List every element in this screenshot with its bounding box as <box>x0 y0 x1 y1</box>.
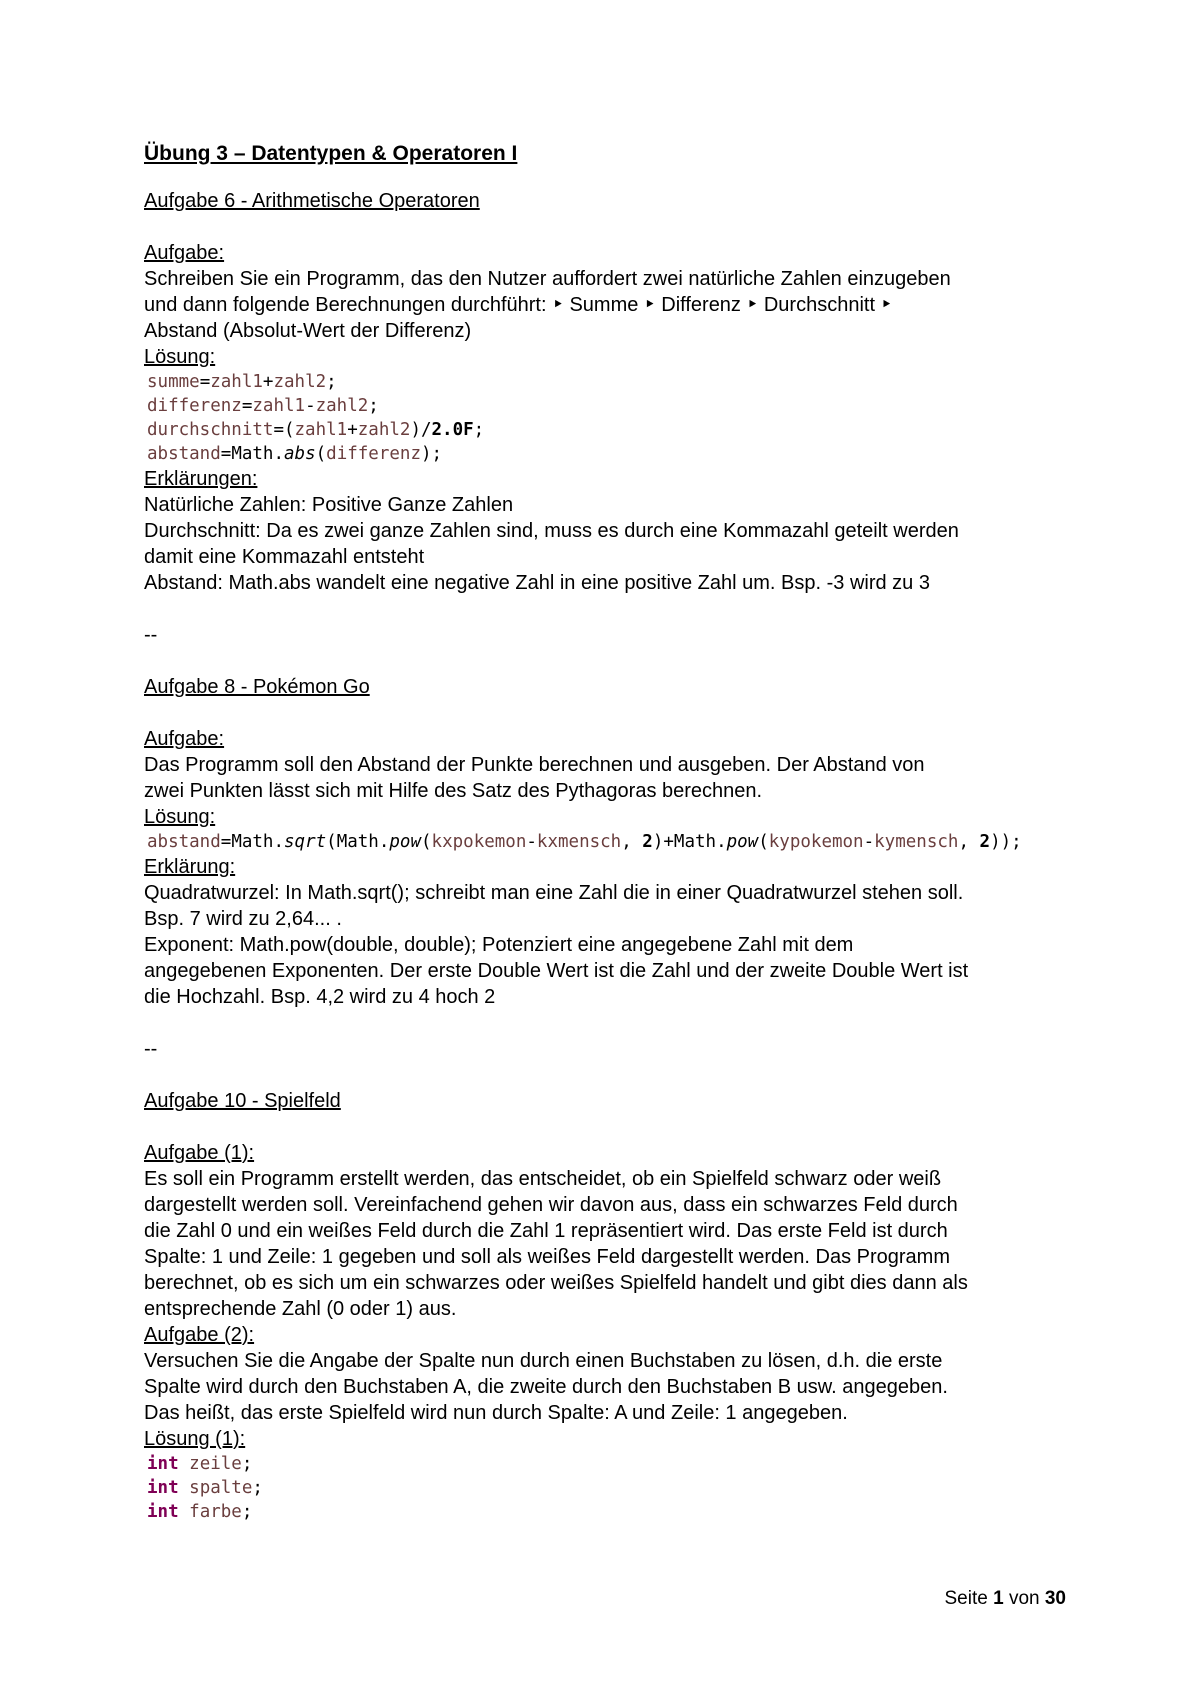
task-text-line: Spalte wird durch den Buchstaben A, die zweite durch den Buchstaben B usw. angegeben. <box>144 1376 948 1398</box>
section-heading-aufgabe-8: Aufgabe 8 - Pokémon Go <box>144 676 370 698</box>
current-page-number: 1 <box>993 1588 1004 1609</box>
explanation-line: damit eine Kommazahl entsteht <box>144 546 425 568</box>
task-text-line: Das heißt, das erste Spielfeld wird nun durch Spalte: A und Zeile: 1 angegeben. <box>144 1402 848 1424</box>
task-text-line: entsprechende Zahl (0 oder 1) aus. <box>144 1298 457 1320</box>
task-text-line: Abstand (Absolut-Wert der Differenz) <box>144 320 472 342</box>
explanation-line: Exponent: Math.pow(double, double); Potenziert eine angegebene Zahl mit dem <box>144 934 854 956</box>
code-line: int zeile; <box>147 1454 253 1474</box>
task-label: Aufgabe: <box>144 728 225 750</box>
document-page <box>144 140 1074 1524</box>
explanation-line: angegebenen Exponenten. Der erste Double Wert ist die Zahl und der zweite Double Wert ist <box>144 960 969 982</box>
solution-label: Lösung: <box>144 346 216 368</box>
explanation-line: Quadratwurzel: In Math.sqrt(); schreibt man eine Zahl die in einer Quadratwurzel stehen soll. <box>144 882 964 904</box>
section-heading-aufgabe-10: Aufgabe 10 - Spielfeld <box>144 1090 341 1112</box>
task-text-line: Versuchen Sie die Angabe der Spalte nun durch einen Buchstaben zu lösen, d.h. die erste <box>144 1350 943 1372</box>
code-block <box>144 1452 1074 1524</box>
task-label: Aufgabe: <box>144 242 225 264</box>
total-page-number: 30 <box>1044 1588 1066 1609</box>
task-text-line: und dann folgende Berechnungen durchführt: ‣ Summe ‣ Differenz ‣ Durchschnitt ‣ <box>144 294 893 316</box>
explanation-line: Durchschnitt: Da es zwei ganze Zahlen sind, muss es durch eine Kommazahl geteilt werden <box>144 520 959 542</box>
code-line: int spalte; <box>147 1478 263 1498</box>
task-text-line: berechnet, ob es sich um ein schwarzes oder weißes Spielfeld handelt und gibt dies dann als <box>144 1272 968 1294</box>
footer-mid: von <box>1008 1588 1040 1609</box>
task-text-line: Das Programm soll den Abstand der Punkte berechnen und ausgeben. Der Abstand von <box>144 754 925 776</box>
explanation-label: Erklärung: <box>144 856 236 878</box>
explanation-line: Abstand: Math.abs wandelt eine negative Zahl in eine positive Zahl um. Bsp. -3 wird zu 3 <box>144 572 930 594</box>
solution-label: Lösung (1): <box>144 1428 246 1450</box>
code-line: abstand=Math.abs(differenz); <box>147 444 443 464</box>
code-line: abstand=Math.sqrt(Math.pow(kxpokemon-kxmensch, 2)+Math.pow(kypokemon-kymensch, 2)); <box>147 832 1022 852</box>
separator: -- <box>144 624 158 646</box>
section-heading-aufgabe-6: Aufgabe 6 - Arithmetische Operatoren <box>144 190 480 212</box>
separator: -- <box>144 1038 158 1060</box>
task-text-line: Es soll ein Programm erstellt werden, das entscheidet, ob ein Spielfeld schwarz oder weiß <box>144 1168 942 1190</box>
task-text-line: dargestellt werden soll. Vereinfachend gehen wir davon aus, dass ein schwarzes Feld durch <box>144 1194 958 1216</box>
code-line: int farbe; <box>147 1502 253 1522</box>
task-text-line: zwei Punkten lässt sich mit Hilfe des Satz des Pythagoras berechnen. <box>144 780 763 802</box>
footer-prefix: Seite <box>944 1588 988 1609</box>
code-block <box>144 370 1074 466</box>
code-line: differenz=zahl1-zahl2; <box>147 396 379 416</box>
task-text-line: Schreiben Sie ein Programm, das den Nutzer auffordert zwei natürliche Zahlen einzugeben <box>144 268 951 290</box>
explanation-label: Erklärungen: <box>144 468 258 490</box>
code-line: durchschnitt=(zahl1+zahl2)/2.0F; <box>147 420 485 440</box>
solution-label: Lösung: <box>144 806 216 828</box>
explanation-line: die Hochzahl. Bsp. 4,2 wird zu 4 hoch 2 <box>144 986 496 1008</box>
task-text-line: Spalte: 1 und Zeile: 1 gegeben und soll als weißes Feld dargestellt werden. Das Programm <box>144 1246 950 1268</box>
explanation-line: Natürliche Zahlen: Positive Ganze Zahlen <box>144 494 514 516</box>
code-line: summe=zahl1+zahl2; <box>147 372 337 392</box>
task-text-line: die Zahl 0 und ein weißes Feld durch die Zahl 1 repräsentiert wird. Das erste Feld ist durch <box>144 1220 948 1242</box>
page-number-footer <box>944 1588 1066 1610</box>
task-label: Aufgabe (1): <box>144 1142 255 1164</box>
task-label: Aufgabe (2): <box>144 1324 255 1346</box>
explanation-line: Bsp. 7 wird zu 2,64... . <box>144 908 342 930</box>
page-title: Übung 3 – Datentypen & Operatoren I <box>144 142 518 165</box>
